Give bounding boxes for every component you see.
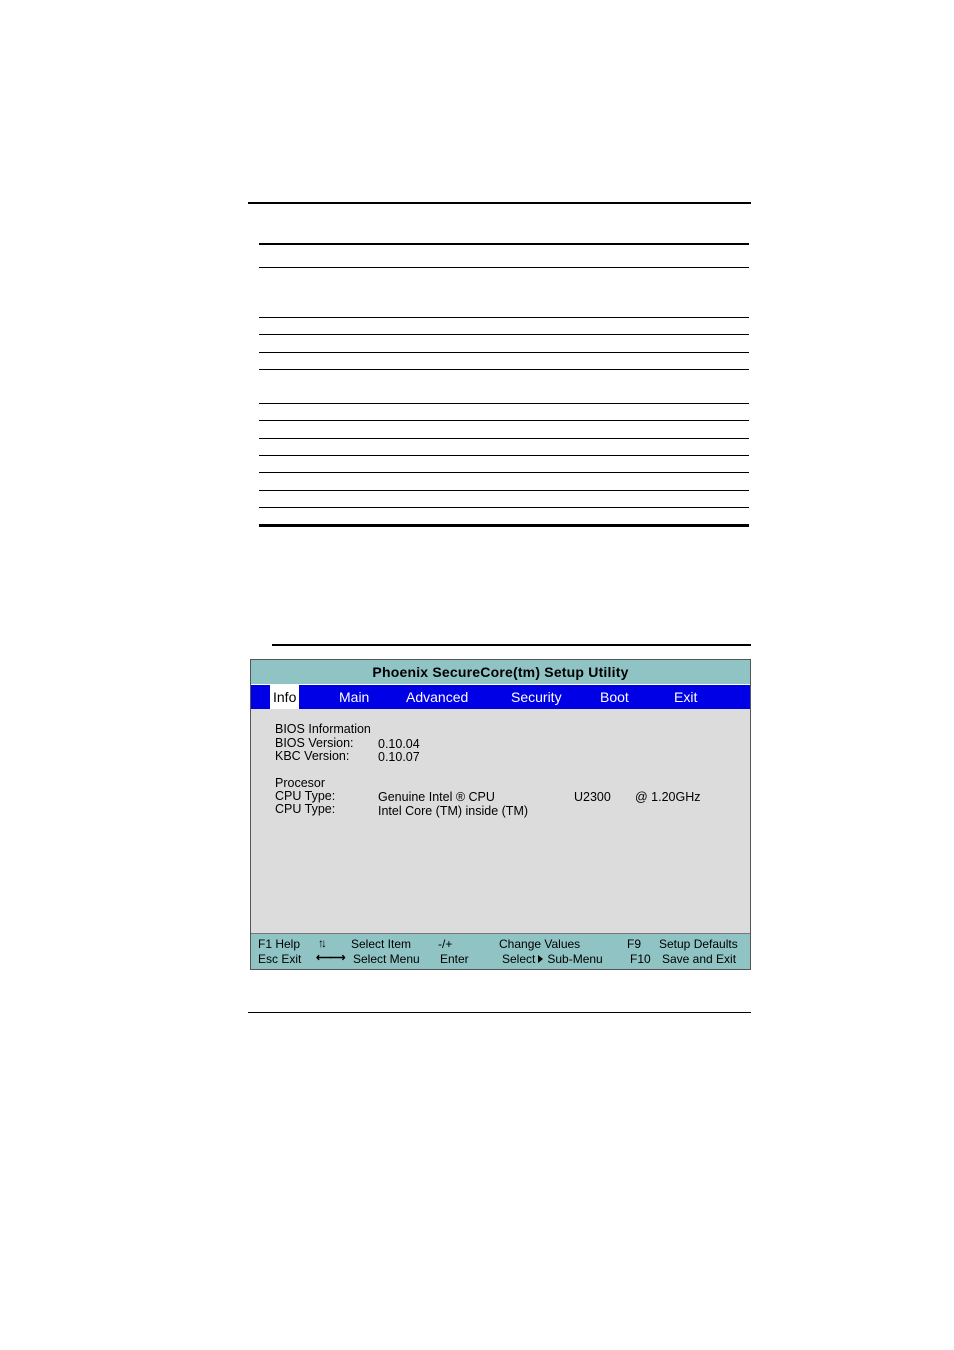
table-rule <box>259 403 749 404</box>
table-rule <box>259 334 749 335</box>
enter-key: Enter <box>440 952 469 966</box>
cpu-type-label: CPU Type: <box>275 789 336 803</box>
table-rule <box>259 420 749 421</box>
cpu-model: U2300 <box>574 790 611 804</box>
bios-version-value: 0.10.04 <box>378 737 420 751</box>
processor-heading: Procesor <box>275 776 326 790</box>
save-exit-hint: Save and Exit <box>662 952 737 966</box>
minus-plus-key: -/+ <box>438 937 453 951</box>
select-item-hint: Select Item <box>351 937 412 951</box>
cpu-type-label: CPU Type: <box>275 802 336 816</box>
triangle-right-icon <box>538 955 543 963</box>
bios-title-bar: Phoenix SecureCore(tm) Setup Utility <box>251 660 750 684</box>
bios-menu-bar <box>251 684 750 710</box>
tab-main[interactable]: Main <box>339 689 370 705</box>
bios-setup-window <box>250 659 751 970</box>
table-rule <box>259 472 749 473</box>
table-rule-top <box>259 243 749 245</box>
select-menu-hint: Select Menu <box>353 952 420 966</box>
f10-key: F10 <box>630 952 651 966</box>
select-submenu-hint <box>502 952 603 966</box>
table-rule-bottom <box>259 524 749 527</box>
table-rule <box>259 490 749 491</box>
bios-info-heading: BIOS Information <box>275 722 371 736</box>
f9-key: F9 <box>627 937 642 951</box>
bios-key-legend <box>251 933 750 969</box>
esc-exit-key: Esc Exit <box>258 952 302 966</box>
table-rule <box>259 352 749 353</box>
tab-exit[interactable]: Exit <box>674 689 698 705</box>
tab-advanced[interactable]: Advanced <box>406 689 469 705</box>
left-right-arrows-icon: ⟵⟶ <box>316 952 344 964</box>
header-rule <box>248 202 751 204</box>
kbc-version-label: KBC Version: <box>275 749 350 763</box>
tab-security[interactable]: Security <box>511 689 562 705</box>
change-values-hint: Change Values <box>499 937 581 951</box>
select-label: Select <box>502 952 536 966</box>
table-rule <box>259 317 749 318</box>
bios-version-label: BIOS Version: <box>275 736 354 750</box>
table-rule <box>259 369 749 370</box>
table-rule <box>259 267 749 268</box>
kbc-version-value: 0.10.07 <box>378 750 420 764</box>
cpu-type-value: Intel Core (TM) inside (TM) <box>378 804 529 818</box>
table-rule <box>259 507 749 508</box>
setup-defaults-hint: Setup Defaults <box>659 937 738 951</box>
table-rule <box>259 438 749 439</box>
footer-rule <box>248 1012 751 1013</box>
cpu-type-value: Genuine Intel ® CPU <box>378 790 495 804</box>
up-down-arrows-icon: ↑↓ <box>318 936 324 950</box>
tab-info[interactable]: Info <box>270 685 299 710</box>
cpu-speed: @ 1.20GHz <box>635 790 701 804</box>
bios-info-panel <box>251 709 750 933</box>
sub-menu-label: Sub-Menu <box>547 952 603 966</box>
table-rule <box>259 455 749 456</box>
figure-caption-rule <box>272 644 751 646</box>
tab-boot[interactable]: Boot <box>600 689 629 705</box>
f1-help-key: F1 Help <box>258 937 301 951</box>
